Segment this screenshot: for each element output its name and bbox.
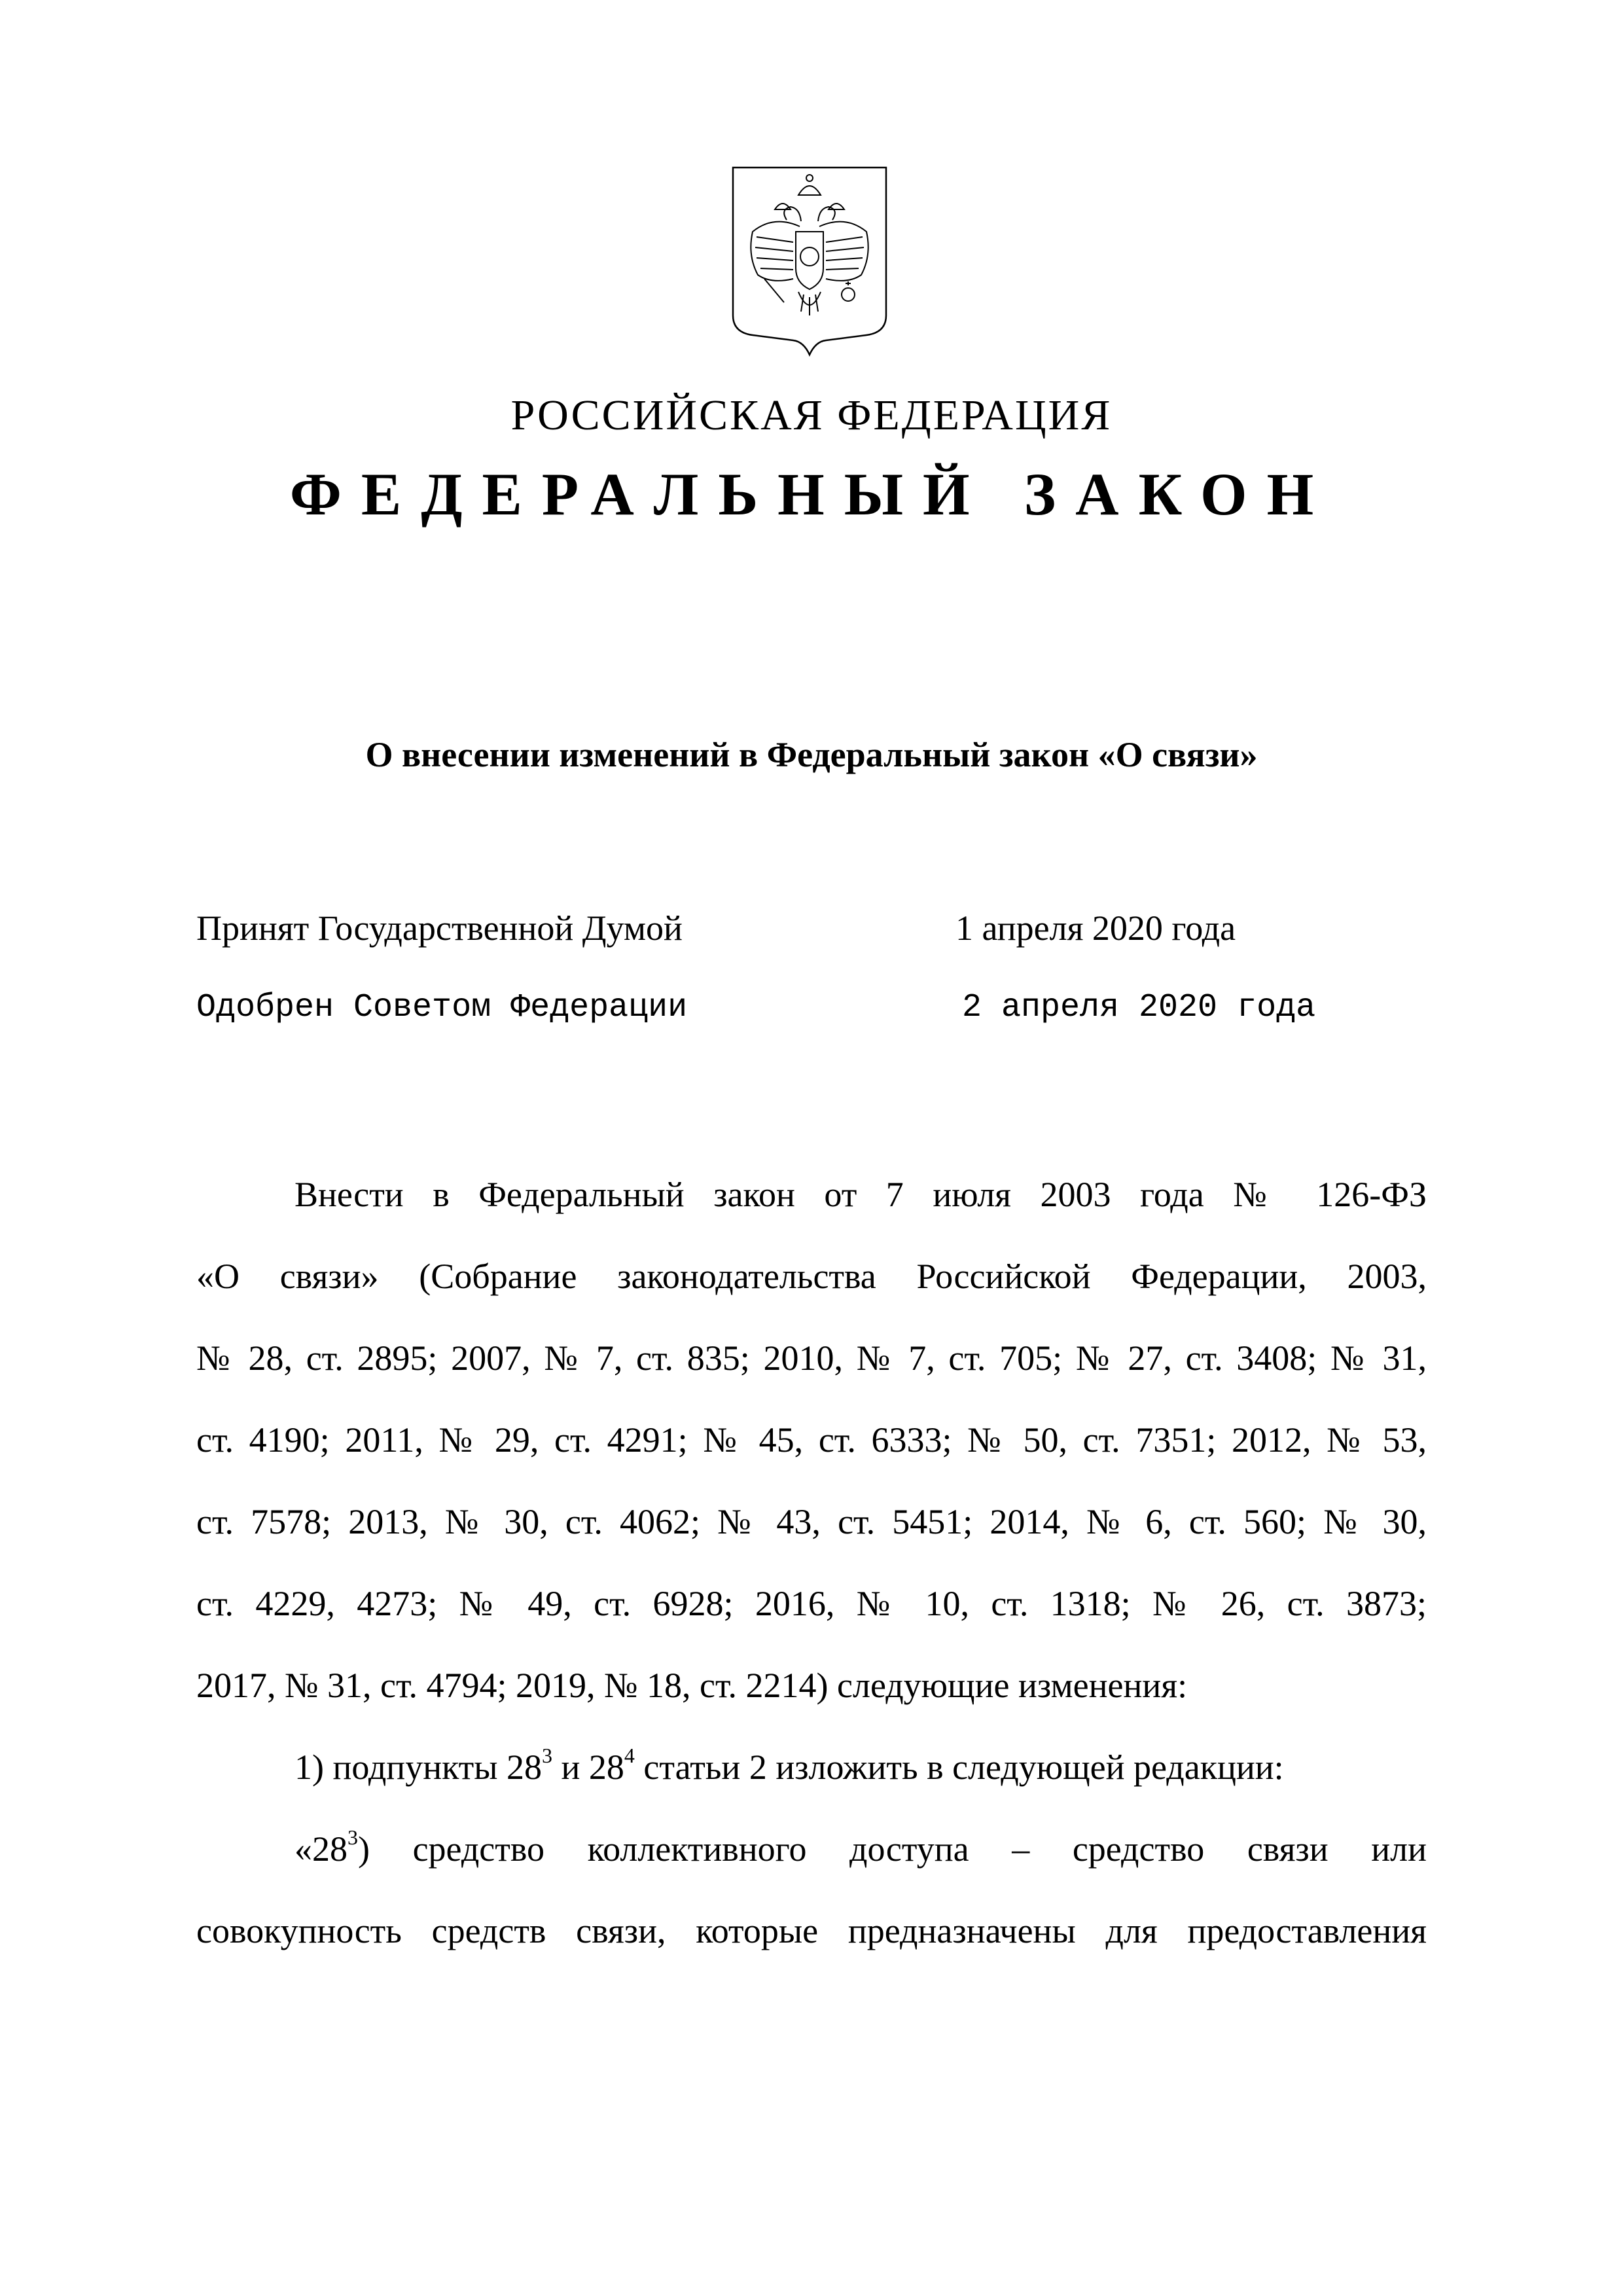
law-type-heading: ФЕДЕРАЛЬНЫЙ ЗАКОН: [289, 461, 1334, 528]
body-line: «О связи» (Собрание законодательства Российской Федерации, 2003,: [196, 1257, 1427, 1296]
law-title: О внесении изменений в Федеральный закон «О связи»: [365, 735, 1258, 774]
coat-of-arms-icon: [728, 164, 891, 360]
adoption-council-row: [196, 982, 1440, 1034]
adoption-duma-row: [196, 902, 1440, 954]
subitem-open: «28: [294, 1829, 348, 1869]
item-1-mid: и 28: [552, 1748, 624, 1787]
subitem-text: ) средство коллективного доступа – средство связи или: [358, 1829, 1427, 1869]
body-line: ст. 4229, 4273; № 49, ст. 6928; 2016, № 10, ст. 1318; № 26, ст. 3873;: [196, 1584, 1427, 1623]
country-heading: РОССИЙСКАЯ ФЕДЕРАЦИЯ: [510, 391, 1113, 439]
body-line: Внести в Федеральный закон от 7 июля 2003 года № 126-ФЗ: [294, 1175, 1427, 1214]
body-line: 2017, № 31, ст. 4794; 2019, № 18, ст. 2214) следующие изменения:: [196, 1666, 1188, 1705]
duma-date: 1 апреля 2020 года: [955, 908, 1236, 948]
item-1-suffix: статьи 2 изложить в следующей редакции:: [634, 1748, 1284, 1787]
body-line: ст. 4190; 2011, № 29, ст. 4291; № 45, ст. 6333; № 50, ст. 7351; 2012, № 53,: [196, 1420, 1427, 1460]
body-line: совокупность средств связи, которые предназначены для предоставления: [196, 1911, 1427, 1950]
item-1-sup-4: 4: [624, 1744, 635, 1767]
council-date: 2 апреля 2020 года: [962, 989, 1316, 1026]
subitem-sup: 3: [348, 1825, 358, 1849]
duma-label: Принят Государственной Думой: [196, 908, 683, 948]
item-1-line: [294, 1744, 1427, 1790]
body-line: ст. 7578; 2013, № 30, ст. 4062; № 43, ст. 5451; 2014, № 6, ст. 560; № 30,: [196, 1502, 1427, 1541]
subitem-28-3-line: [294, 1826, 1427, 1872]
item-1-sup-3: 3: [542, 1744, 552, 1767]
council-label: Одобрен Советом Федерации: [196, 989, 688, 1026]
item-1-prefix: 1) подпункты 28: [294, 1748, 542, 1787]
body-line: № 28, ст. 2895; 2007, № 7, ст. 835; 2010, № 7, ст. 705; № 27, ст. 3408; № 31,: [196, 1338, 1427, 1378]
